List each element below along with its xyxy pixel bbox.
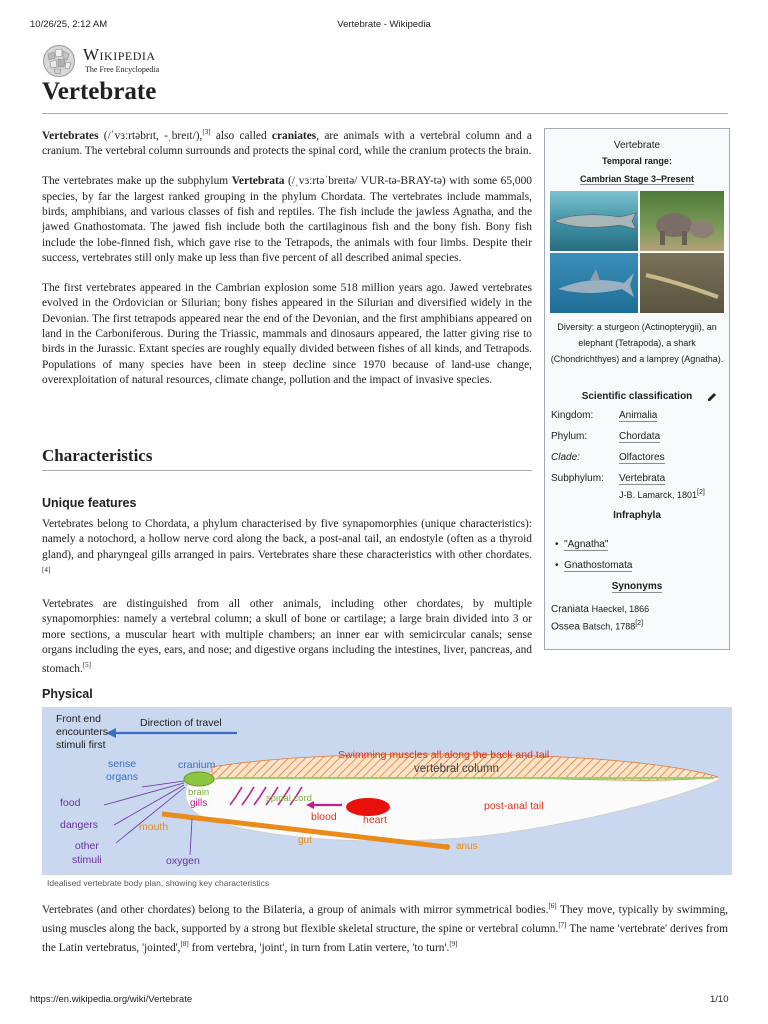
physical-text	[42, 899, 728, 971]
text-span: from vertebra, 'joint', in turn from Latin vertere, 'to turn'.	[188, 941, 450, 954]
classification-label-clade: Clade:	[551, 452, 580, 463]
ref-5[interactable]: [5]	[82, 661, 91, 670]
body-plan-diagram[interactable]	[42, 707, 732, 875]
text-span: Vertebrates are distinguished from all other animals, including other chordates, by multiple synapomorphies: namely a vertebral column; a skull of bone or cartilage; a large brain divided into 3 or more sections, a muscular heart with multiple chambers; an inner ear with semicircular canals; sense organs including the eyes, ears, and nose; and digestive organs including the intestines, liver, pancreas, and stomach.	[42, 597, 532, 675]
synonym-authority: Haeckel, 1866	[591, 604, 650, 614]
diagram-text: Front end	[56, 713, 101, 725]
ref-8[interactable]: [8]	[180, 940, 189, 949]
classification-label-phylum: Phylum:	[551, 431, 588, 442]
section-divider	[42, 470, 532, 471]
text-span: They move, typically by swimming, using muscles along the back, supported by a strong but flexible skeletal structure, the spine or vertebral column.	[42, 903, 728, 935]
intro-paragraph-3: The first vertebrates appeared in the Cambrian explosion some 518 million years ago. Jawed vertebrates evolved in the Ordovician or Silurian; bony fishes appeared in the Silurian and diversified widely in the Devonian. The first tetrapods appeared near the end of the Devonian, and the first amphibians appeared on land in the Carboniferous. During the Triassic, mammals and dinosaurs appeared, the latter giving rise to birds in the Jurassic. Extant species are roughly equally divided between fishes of all kinds, and Tetrapods. Populations of many species have been in steep decline since 1970 because of land-use change, overexploitation of natural resources, climate change, pollution and the impact of invasive species.	[42, 282, 532, 386]
infraphyla-heading: Infraphyla	[613, 510, 661, 521]
text-span: also called	[210, 129, 272, 142]
wikipedia-tagline: The Free Encyclopedia	[85, 65, 160, 74]
ref-4[interactable]: [4]	[42, 565, 51, 574]
print-page-number: 1/10	[710, 994, 729, 1005]
clade-link[interactable]: Olfactores	[619, 452, 665, 463]
edit-pencil-icon[interactable]	[707, 392, 717, 402]
temporal-range-value[interactable]	[545, 174, 729, 184]
text-span: Vertebrates (and other chordates) belong to the Bilateria, a group of animals with mirror symmetrical bodies.	[42, 903, 549, 916]
ref-9[interactable]: [9]	[449, 940, 458, 949]
subphylum-link[interactable]: Vertebrata	[619, 473, 666, 484]
shark-photo[interactable]	[550, 253, 638, 313]
text-span: The vertebrates make up the subphylum	[42, 175, 232, 188]
diagram-caption: Idealised vertebrate body plan, showing key characteristics	[47, 878, 270, 888]
diagram-label-oxygen: oxygen	[166, 855, 200, 867]
phylum-link[interactable]: Chordata	[619, 431, 661, 442]
ref-2[interactable]: [2]	[697, 489, 705, 496]
title-divider	[42, 113, 728, 114]
ref-6[interactable]: [6]	[548, 902, 557, 910]
diagram-label-front-end	[56, 713, 108, 752]
diagram-label-heart: heart	[363, 814, 387, 826]
section-heading-characteristics: Characteristics	[42, 446, 153, 465]
ref-3[interactable]: [3]	[202, 128, 211, 136]
agnatha-link[interactable]: "Agnatha"	[564, 539, 609, 550]
physical-paragraph-1	[42, 899, 728, 956]
intro-paragraph-1	[42, 125, 532, 159]
temporal-range-label: Temporal range:	[602, 156, 672, 166]
ref-2[interactable]: [2]	[635, 620, 644, 627]
kingdom-link[interactable]: Animalia	[619, 410, 658, 421]
infraphyla-item[interactable]	[555, 539, 608, 550]
scientific-classification-heading[interactable]: Scientific classification	[581, 391, 693, 402]
ref-7[interactable]: [7]	[558, 921, 567, 930]
infobox-image-caption: Diversity: a sturgeon (Actinopterygii), an elephant (Tetrapoda), a shark (Chondrichthyes) and a lamprey (Agnatha).	[550, 322, 724, 364]
diagram-label-other-stimuli	[72, 839, 102, 867]
temporal-range-link[interactable]: Cambrian Stage 3–Present	[579, 174, 695, 184]
diagram-label-dangers: dangers	[60, 819, 98, 831]
classification-value-subphylum[interactable]	[619, 473, 665, 484]
wikipedia-globe-icon[interactable]	[42, 44, 76, 78]
diagram-label-gills: gills	[190, 798, 208, 809]
diagram-label-blood: blood	[311, 811, 337, 823]
print-url: https://en.wikipedia.org/wiki/Vertebrate	[30, 994, 193, 1005]
subsection-heading-unique-features: Unique features	[42, 496, 137, 510]
diagram-label-gut: gut	[298, 835, 312, 846]
taxobox	[544, 128, 730, 650]
classification-label-kingdom: Kingdom:	[551, 410, 594, 421]
diagram-label-cranium: cranium	[178, 759, 216, 771]
diagram-label-vertebral-column: vertebral column	[414, 763, 500, 775]
infobox-title: Vertebrate	[613, 140, 661, 151]
diagram-label-sense-organs	[106, 758, 138, 784]
text-span: Vertebrates belong to Chordata, a phylum characterised by five synapomorphies (unique characteristics): namely a notochord, a hollow nerve cord along the back, a post-anal tail, an endostyle (often as a thyroid gland), and pharyngeal gills arranged in pairs. Vertebrates share these characteristics with other chordates.	[42, 518, 532, 561]
unique-features-paragraph-2	[42, 597, 532, 677]
bullet-icon: •	[555, 539, 565, 550]
unique-features-text	[42, 517, 532, 692]
classification-value-kingdom[interactable]	[619, 410, 657, 421]
intro-text	[42, 125, 532, 403]
diagram-label-food: food	[60, 797, 81, 809]
synonym-name: Ossea	[551, 621, 580, 633]
lamprey-photo[interactable]	[640, 253, 724, 313]
diagram-label-spinal-cord: spinal cord	[266, 793, 312, 804]
diagram-label-post-anal-tail: post-anal tail	[484, 800, 544, 812]
synonym-2	[551, 620, 643, 632]
classification-value-phylum[interactable]	[619, 431, 660, 442]
diagram-label-direction: Direction of travel	[140, 717, 222, 729]
diagram-label-anus: anus	[456, 841, 478, 852]
bullet-icon: •	[555, 560, 565, 571]
diagram-label-swimming-muscles: Swimming muscles all along the back and tail	[338, 749, 550, 761]
infraphyla-item[interactable]	[555, 560, 632, 571]
unique-features-paragraph-1	[42, 517, 532, 582]
diagram-text: encounters	[56, 726, 108, 738]
diagram-label-mouth: mouth	[139, 821, 169, 833]
diagram-text: other	[74, 840, 99, 852]
synonym-name: Craniata	[551, 604, 589, 615]
diagram-text: sense	[108, 758, 137, 770]
print-datetime: 10/26/25, 2:12 AM	[30, 19, 108, 30]
alt-term: craniates	[271, 129, 317, 142]
synonym-authority: Batsch, 1788	[582, 621, 636, 632]
synonyms-heading	[545, 581, 729, 592]
intro-p1-text: , are animals with a vertebral column and a cranium. The vertebral column surrounds and protects the spinal cord, while the cranium protects the brain.	[42, 129, 532, 158]
taxon-authority	[619, 489, 705, 500]
gnathostomata-link[interactable]: Gnathostomata	[564, 560, 633, 571]
diagram-text: organs	[106, 771, 139, 783]
lead-term: Vertebrates	[42, 129, 99, 142]
classification-value-clade[interactable]	[619, 452, 665, 463]
page-title: Vertebrate	[42, 78, 157, 105]
wikipedia-wordmark[interactable]: Wikipedia	[83, 45, 156, 64]
authority-text: J-B. Lamarck, 1801	[619, 490, 698, 500]
diagram-text: stimuli	[72, 854, 102, 866]
classification-label-subphylum: Subphylum:	[551, 473, 604, 484]
sturgeon-photo[interactable]	[550, 191, 638, 251]
diagram-text: stimuli first	[56, 739, 106, 751]
synonyms-link[interactable]: Synonyms	[611, 581, 663, 592]
print-page-title: Vertebrate - Wikipedia	[337, 19, 431, 30]
subphylum-term: Vertebrata	[231, 175, 285, 188]
text-span: The name 'vertebrate' derives from the Latin vertebratus, 'jointed',	[42, 922, 728, 954]
synonym-1	[551, 604, 649, 615]
intro-paragraph-2	[42, 174, 532, 266]
subsection-heading-physical: Physical	[42, 687, 93, 701]
intro-p2-text: (/ˌvɜːrtəˈbreɪtə/ VUR-tə-BRAY-tə) with some 65,000 species, by far the largest ranked grouping in the phylum Chordata. The vertebrates include mammals, birds, amphibians, and various classes of fish and reptiles. The fish include the jawless Agnatha, and the jawed Gnathostomata. The jawed fish include both the cartilaginous fish and the bony fish. Bony fish include the lobe-finned fish, which gave rise to the Tetrapods, the animals with four limbs. Despite their success, vertebrates still only make up less than five percent of all described animal species.	[42, 175, 533, 264]
diagram-label-brain: brain	[188, 787, 210, 798]
pronunciation[interactable]: (/ˈvɜːrtəbrɪt, -ˌbreɪt/),	[98, 129, 203, 142]
elephant-photo[interactable]	[640, 191, 724, 251]
